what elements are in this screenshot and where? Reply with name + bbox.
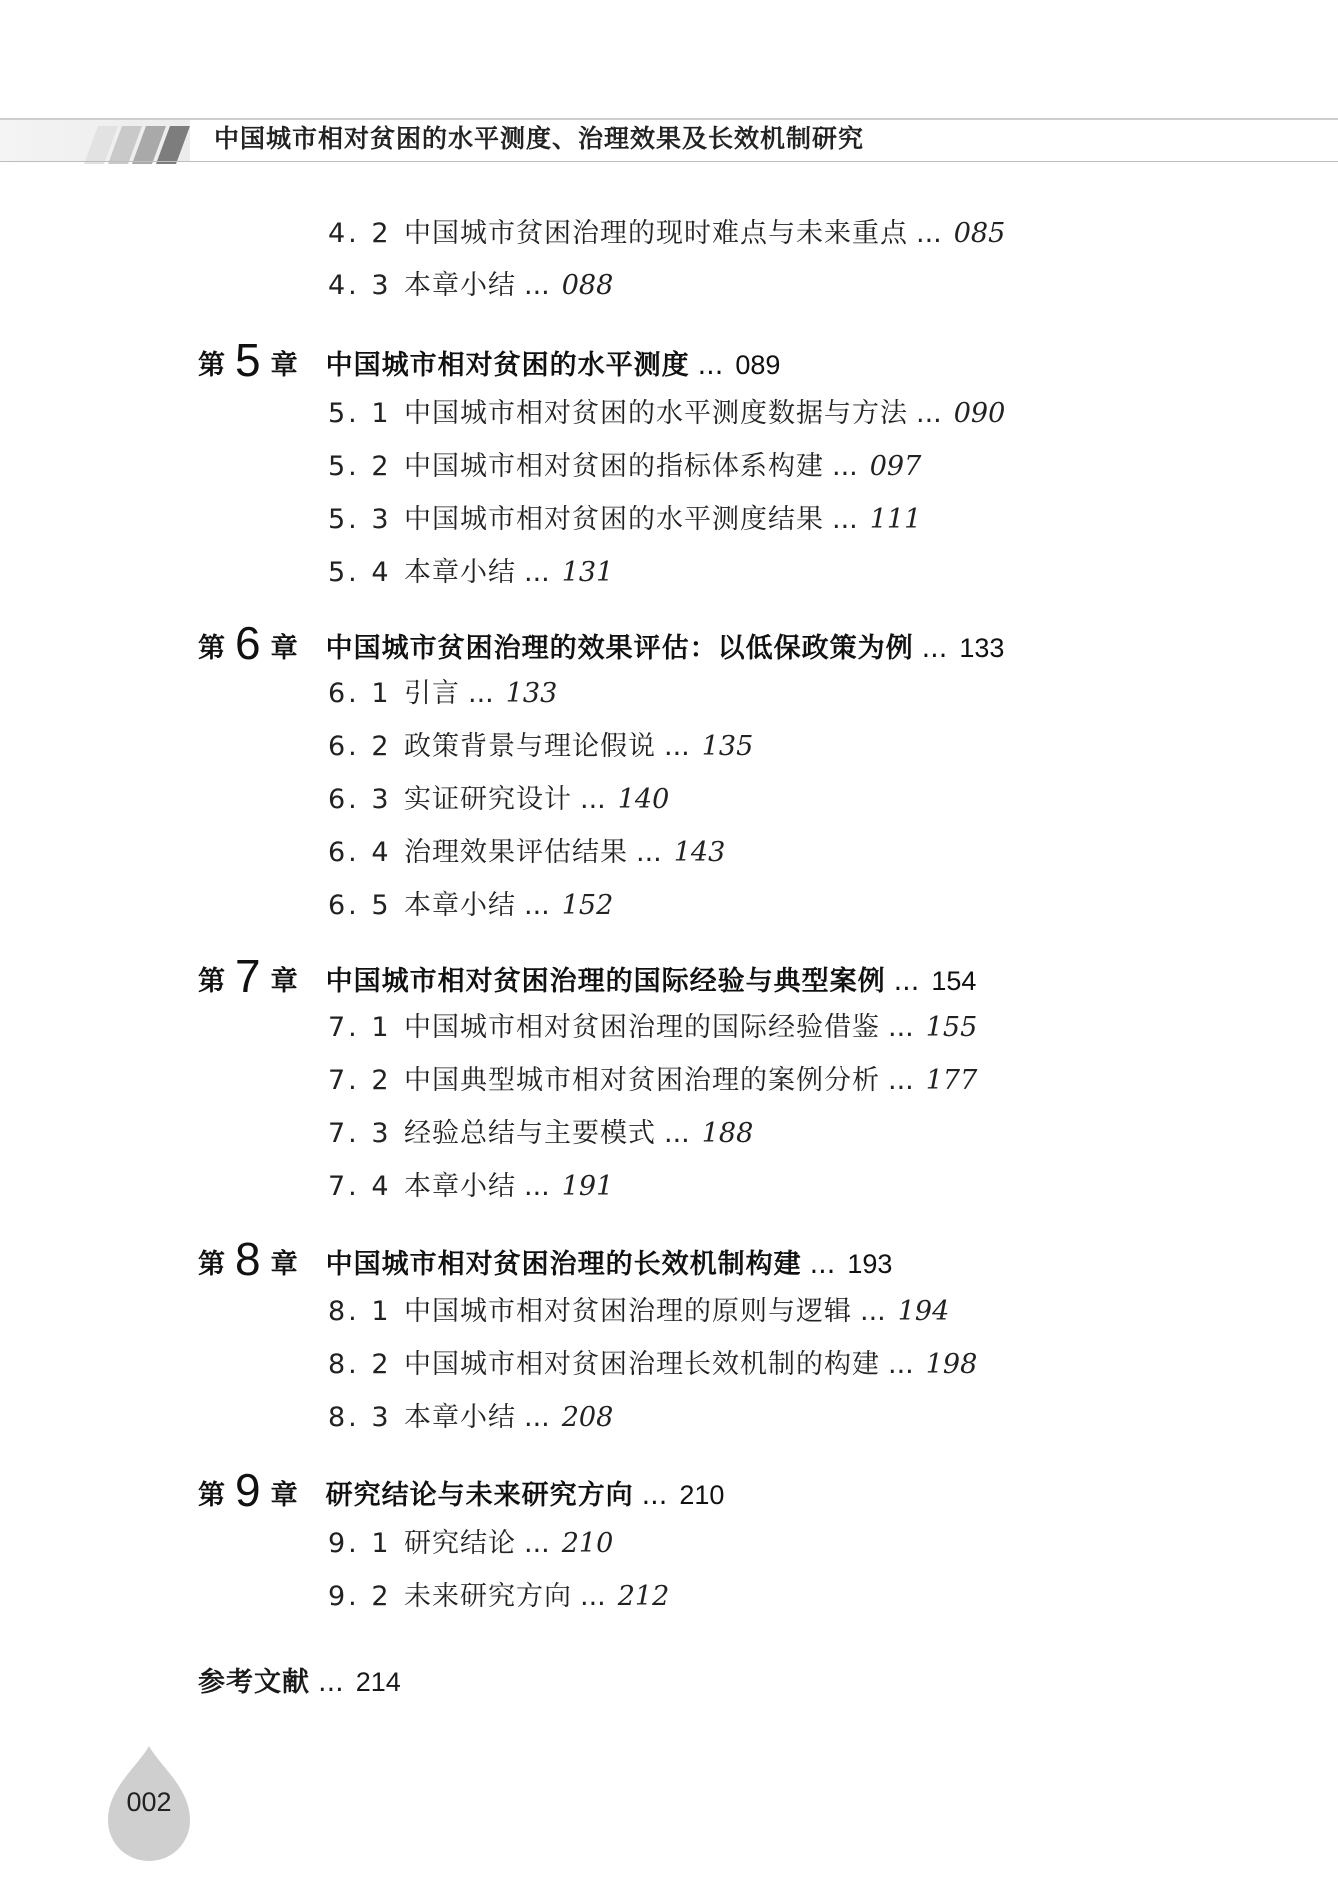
section-number: 6. 1 (328, 678, 392, 709)
section-page-number: 131 (561, 557, 614, 588)
leader-dots: ... (524, 890, 550, 921)
section-page-number: 090 (953, 398, 1006, 429)
section-page-number: 194 (897, 1296, 950, 1327)
chapter-title: 中国城市贫困治理的效果评估：以低保政策为例 (325, 633, 914, 664)
section-page-number: 143 (673, 837, 726, 868)
chapter-page-number: 133 (959, 633, 1005, 663)
chapter-page-number: 210 (679, 1480, 725, 1510)
chapter-title: 中国城市相对贫困治理的国际经验与典型案例 (325, 966, 886, 997)
leader-dots: ... (893, 966, 920, 997)
leader-dots: ... (697, 350, 724, 381)
chapter-suffix: 章 (270, 1480, 298, 1511)
chapter-number: 6 (235, 617, 261, 669)
leader-dots: ... (524, 557, 550, 588)
section-title: 治理效果评估结果 (404, 837, 628, 868)
section-page-number: 135 (701, 731, 754, 762)
toc-section-entry[interactable] (328, 1526, 613, 1562)
section-number: 6. 2 (328, 731, 392, 762)
header-bottom-rule (0, 161, 1338, 162)
toc-chapter-entry[interactable] (198, 619, 1004, 671)
section-title: 未来研究方向 (404, 1581, 572, 1612)
toc-section-entry[interactable] (328, 555, 613, 591)
leader-dots: ... (888, 1012, 914, 1043)
leader-dots: ... (809, 1249, 836, 1280)
leader-dots: ... (524, 1171, 550, 1202)
section-title: 中国城市相对贫困的指标体系构建 (404, 451, 824, 482)
toc-section-entry[interactable] (328, 396, 1005, 432)
toc-section-entry[interactable] (328, 502, 921, 538)
toc-chapter-entry[interactable] (198, 1466, 724, 1518)
chapter-number: 7 (235, 950, 261, 1002)
section-title: 本章小结 (404, 1402, 516, 1433)
header-stripes-decoration (84, 126, 194, 164)
chapter-prefix: 第 (198, 1480, 225, 1511)
toc-section-entry[interactable] (328, 1579, 669, 1615)
chapter-prefix: 第 (198, 966, 225, 997)
chapter-number: 5 (235, 334, 261, 386)
section-page-number: 085 (953, 218, 1006, 249)
leader-dots: ... (888, 1349, 914, 1380)
section-page-number: 152 (561, 890, 614, 921)
section-number: 4. 2 (328, 218, 392, 249)
toc-section-entry[interactable] (328, 729, 753, 765)
section-number: 7. 3 (328, 1118, 392, 1149)
chapter-title: 中国城市相对贫困治理的长效机制构建 (325, 1249, 802, 1280)
section-page-number: 188 (701, 1118, 754, 1149)
chapter-suffix: 章 (270, 966, 298, 997)
section-title: 中国城市贫困治理的现时难点与未来重点 (404, 218, 908, 249)
section-page-number: 210 (561, 1528, 614, 1559)
leader-dots: ... (916, 218, 942, 249)
section-title: 引言 (404, 678, 460, 709)
section-title: 中国城市相对贫困治理长效机制的构建 (404, 1349, 880, 1380)
chapter-suffix: 章 (270, 350, 298, 381)
leader-dots: ... (580, 1581, 606, 1612)
chapter-page-number: 193 (847, 1249, 893, 1279)
leader-dots: ... (860, 1296, 886, 1327)
chapter-prefix: 第 (198, 633, 225, 664)
section-page-number: 140 (617, 784, 670, 815)
chapter-title: 研究结论与未来研究方向 (325, 1480, 634, 1511)
leader-dots: ... (318, 1667, 344, 1698)
chapter-page-number: 154 (931, 966, 977, 996)
chapter-number: 9 (235, 1464, 261, 1516)
toc-references-entry[interactable] (198, 1662, 401, 1703)
section-page-number: 155 (925, 1012, 978, 1043)
section-number: 7. 2 (328, 1065, 392, 1096)
toc-section-entry[interactable] (328, 1116, 753, 1152)
toc-section-entry[interactable] (328, 782, 669, 818)
section-number: 7. 1 (328, 1012, 392, 1043)
section-title: 本章小结 (404, 1171, 516, 1202)
section-page-number: 133 (505, 678, 558, 709)
toc-section-entry[interactable] (328, 1347, 977, 1383)
chapter-suffix: 章 (270, 633, 298, 664)
section-number: 6. 3 (328, 784, 392, 815)
chapter-title: 中国城市相对贫困的水平测度 (325, 350, 690, 381)
section-title: 经验总结与主要模式 (404, 1118, 656, 1149)
section-number: 6. 5 (328, 890, 392, 921)
leader-dots: ... (832, 504, 858, 535)
section-page-number: 177 (925, 1065, 978, 1096)
section-title: 研究结论 (404, 1528, 516, 1559)
toc-section-entry[interactable] (328, 1169, 613, 1205)
section-number: 5. 2 (328, 451, 392, 482)
toc-chapter-entry[interactable] (198, 336, 780, 388)
section-page-number: 208 (561, 1402, 614, 1433)
section-title: 政策背景与理论假说 (404, 731, 656, 762)
section-number: 5. 1 (328, 398, 392, 429)
leader-dots: ... (664, 731, 690, 762)
section-title: 本章小结 (404, 270, 516, 301)
chapter-prefix: 第 (198, 1249, 225, 1280)
section-title: 中国城市相对贫困的水平测度数据与方法 (404, 398, 908, 429)
toc-section-entry[interactable] (328, 1400, 613, 1436)
chapter-prefix: 第 (198, 350, 225, 381)
chapter-page-number: 089 (735, 350, 781, 380)
section-title: 中国城市相对贫困的水平测度结果 (404, 504, 824, 535)
leader-dots: ... (921, 633, 948, 664)
toc-section-entry[interactable] (328, 1010, 977, 1046)
section-page-number: 212 (617, 1581, 670, 1612)
toc-section-entry[interactable] (328, 268, 613, 304)
toc-section-entry[interactable] (328, 1063, 977, 1099)
leader-dots: ... (524, 1402, 550, 1433)
header-top-rule (0, 118, 1338, 120)
references-title: 参考文献 (198, 1667, 310, 1698)
leader-dots: ... (636, 837, 662, 868)
running-header-title: 中国城市相对贫困的水平测度、治理效果及长效机制研究 (214, 124, 865, 153)
leader-dots: ... (664, 1118, 690, 1149)
chapter-suffix: 章 (270, 1249, 298, 1280)
section-title: 中国典型城市相对贫困治理的案例分析 (404, 1065, 880, 1096)
section-page-number: 088 (561, 270, 614, 301)
leader-dots: ... (916, 398, 942, 429)
leader-dots: ... (641, 1480, 668, 1511)
section-page-number: 097 (869, 451, 922, 482)
leader-dots: ... (580, 784, 606, 815)
section-page-number: 191 (561, 1171, 614, 1202)
section-title: 本章小结 (404, 557, 516, 588)
toc-section-entry[interactable] (328, 888, 613, 924)
toc-section-entry[interactable] (328, 835, 725, 871)
leader-dots: ... (832, 451, 858, 482)
leader-dots: ... (524, 270, 550, 301)
section-number: 8. 1 (328, 1296, 392, 1327)
section-number: 9. 2 (328, 1581, 392, 1612)
section-title: 本章小结 (404, 890, 516, 921)
section-title: 实证研究设计 (404, 784, 572, 815)
section-number: 5. 4 (328, 557, 392, 588)
toc-section-entry[interactable] (328, 676, 557, 712)
section-page-number: 198 (925, 1349, 978, 1380)
section-number: 8. 3 (328, 1402, 392, 1433)
section-number: 6. 4 (328, 837, 392, 868)
section-page-number: 111 (869, 504, 922, 535)
leader-dots: ... (524, 1528, 550, 1559)
toc-chapter-entry[interactable] (198, 952, 976, 1004)
leader-dots: ... (888, 1065, 914, 1096)
section-number: 8. 2 (328, 1349, 392, 1380)
toc-section-entry[interactable] (328, 1294, 949, 1330)
section-number: 9. 1 (328, 1528, 392, 1559)
section-number: 4. 3 (328, 270, 392, 301)
section-title: 中国城市相对贫困治理的国际经验借鉴 (404, 1012, 880, 1043)
toc-chapter-entry[interactable] (198, 1235, 892, 1287)
section-title: 中国城市相对贫困治理的原则与逻辑 (404, 1296, 852, 1327)
section-number: 5. 3 (328, 504, 392, 535)
references-page-number: 214 (355, 1667, 401, 1697)
toc-section-entry[interactable] (328, 216, 1005, 252)
leader-dots: ... (468, 678, 494, 709)
toc-section-entry[interactable] (328, 449, 921, 485)
section-number: 7. 4 (328, 1171, 392, 1202)
page-number: 002 (126, 1787, 172, 1817)
chapter-number: 8 (235, 1233, 261, 1285)
